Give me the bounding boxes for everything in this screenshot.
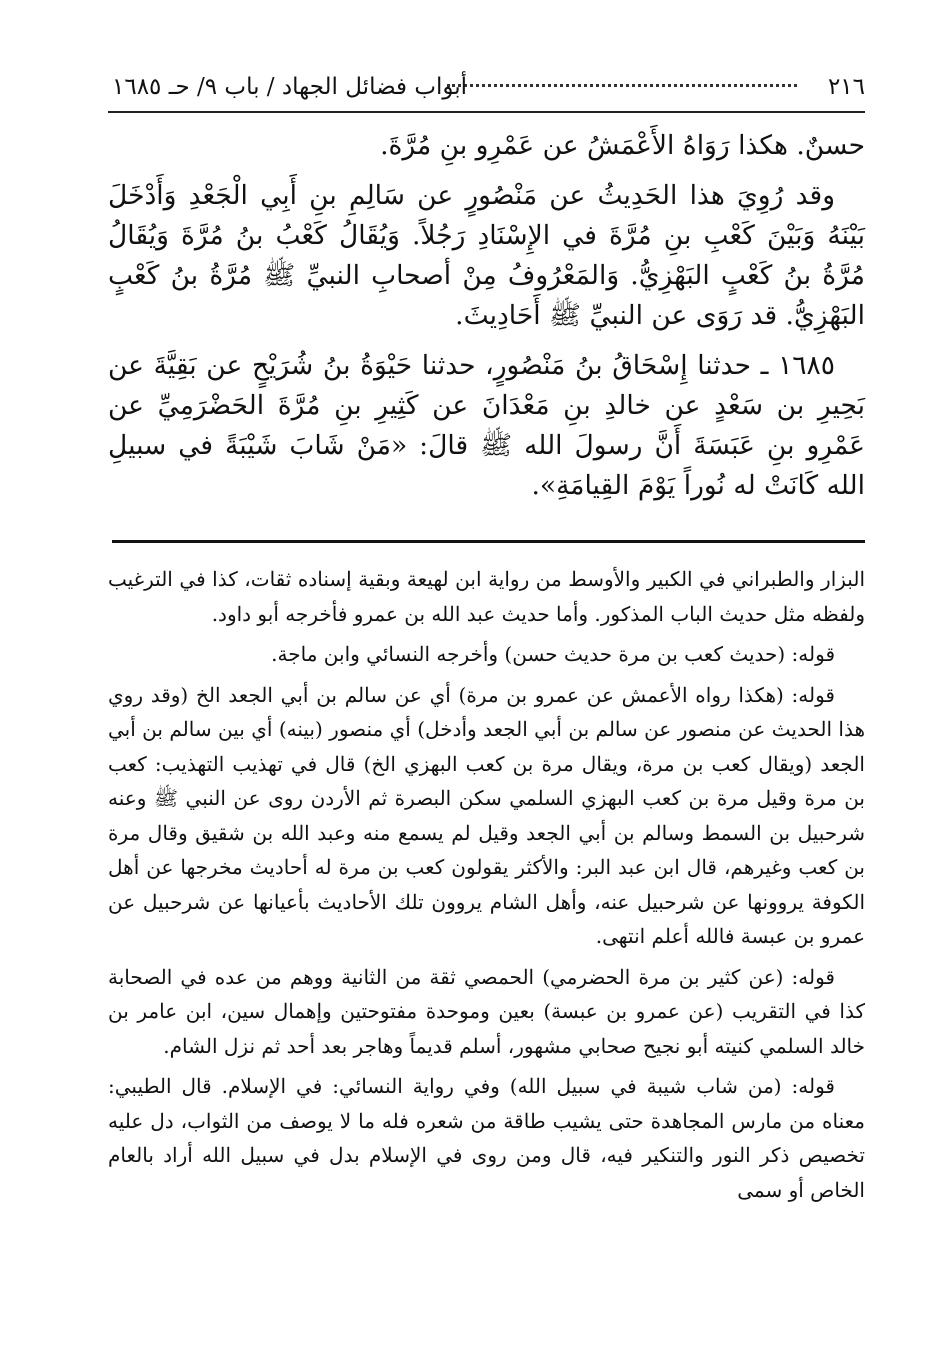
hadith-1685: ١٦٨٥ ـ حدثنا إِسْحَاقُ بنُ مَنْصُورٍ، حدثنا حَيْوَةُ بنُ شُرَيْحٍ عن بَقِيَّةَ عن بَحِيرِ بن سَعْدٍ عن خالدِ بنِ مَعْدَانَ عن كَثِيرِ بنِ مُرَّةَ الحَضْرَمِيِّ عن عَمْرِو بنِ عَبَسَةَ أَنَّ رسولَ الله ﷺ قالَ: «مَنْ شَابَ شَيْبَةً في سبيلِ الله كَانَتْ له نُوراً يَوْمَ القِيامَةِ».: [108, 350, 865, 501]
commentary-paragraph: قوله: (حديث كعب بن مرة حديث حسن) وأخرجه النسائي وابن ماجة.: [271, 642, 835, 666]
commentary-paragraph: البزار والطبراني في الكبير والأوسط من رواية ابن لهيعة وبقية إسناده ثقات، كذا في الترغيب ولفظه مثل حديث الباب المذكور. وأما حديث عبد الله بن عمرو فأخرجه أبو داود.: [108, 567, 865, 626]
running-header: [112, 66, 865, 108]
main-paragraph: حسنٌ. هكذا رَوَاهُ الأَعْمَشُ عن عَمْرِو بنِ مُرَّةَ.: [380, 130, 865, 161]
commentary-text: [108, 562, 865, 1207]
header-title: أبواب فضائل الجهاد / باب ٩/ حـ ١٦٨٥: [112, 74, 468, 100]
commentary-divider: [112, 540, 865, 543]
header-dot-leader: [447, 84, 797, 87]
hadith-text: [108, 126, 865, 506]
commentary-paragraph: قوله: (هكذا رواه الأعمش عن عمرو بن مرة) أي عن سالم بن أبي الجعد الخ (وقد روي هذا الحديث عن منصور عن سالم بن أبي الجعد وأدخل) أي منصور (بينه) أي بين سالم بن أبي الجعد (ويقال كعب بن مرة، ويقال مرة بن كعب البهزي الخ) قال في تهذيب التهذيب: كعب بن مرة وقيل مرة بن كعب البهزي السلمي سكن البصرة ثم الأردن روى عن النبي ﷺ وعنه شرحبيل بن السمط وسالم بن أبي الجعد وقيل لم يسمع منه وعبد الله بن شقيق وقال مرة بن كعب وغيرهم، قال ابن عبد البر: والأكثر يقولون كعب بن مرة له أحاديث مخرجها عن أهل الكوفة يروونها عن شرحبيل عنه، وأهل الشام يروون تلك الأحاديث بأعيانها عن شرحبيل عن عمرو بن عبسة فالله أعلم انتهى.: [108, 682, 865, 948]
header-rule: [108, 111, 865, 113]
commentary-paragraph: قوله: (عن كثير بن مرة الحضرمي) الحمصي ثقة من الثانية ووهم من عده في الصحابة كذا في التقريب (عن عمرو بن عبسة) بعين وموحدة مفتوحتين وإهمال سين، ابن عامر بن خالد السلمي كنيته أبو نجيح صحابي مشهور، أسلم قديماً وهاجر بعد أحد ثم نزل الشام.: [108, 964, 865, 1058]
page-number: ٢١٦: [827, 74, 865, 100]
main-paragraph: وقد رُوِيَ هذا الحَدِيثُ عن مَنْصُورٍ عن سَالِمِ بنِ أَبِي الْجَعْدِ وَأَدْخَلَ بَيْنَهُ وَبَيْنَ كَعْبِ بنِ مُرَّةَ في الإِسْنَادِ رَجُلاً. وَيُقَالُ كَعْبُ بنُ مُرَّةَ وَيُقَالُ مُرَّةُ بنُ كَعْبٍ البَهْزِيُّ. وَالمَعْرُوفُ مِنْ أصحابِ النبيِّ ﷺ مُرَّةُ بنُ كَعْبٍ البَهْزِيُّ. قد رَوَى عن النبيِّ ﷺ أَحَادِيثَ.: [108, 180, 865, 331]
commentary-paragraph: قوله: (من شاب شيبة في سبيل الله) وفي رواية النسائي: في الإسلام. قال الطيبي: معناه من مارس المجاهدة حتى يشيب طاقة من شعره فله ما لا يوصف من الثواب، دل عليه تخصيص ذكر النور والتنكير فيه، قال ومن روى في الإسلام بدل في سبيل الله أراد بالعام الخاص أو سمى: [108, 1074, 865, 1202]
